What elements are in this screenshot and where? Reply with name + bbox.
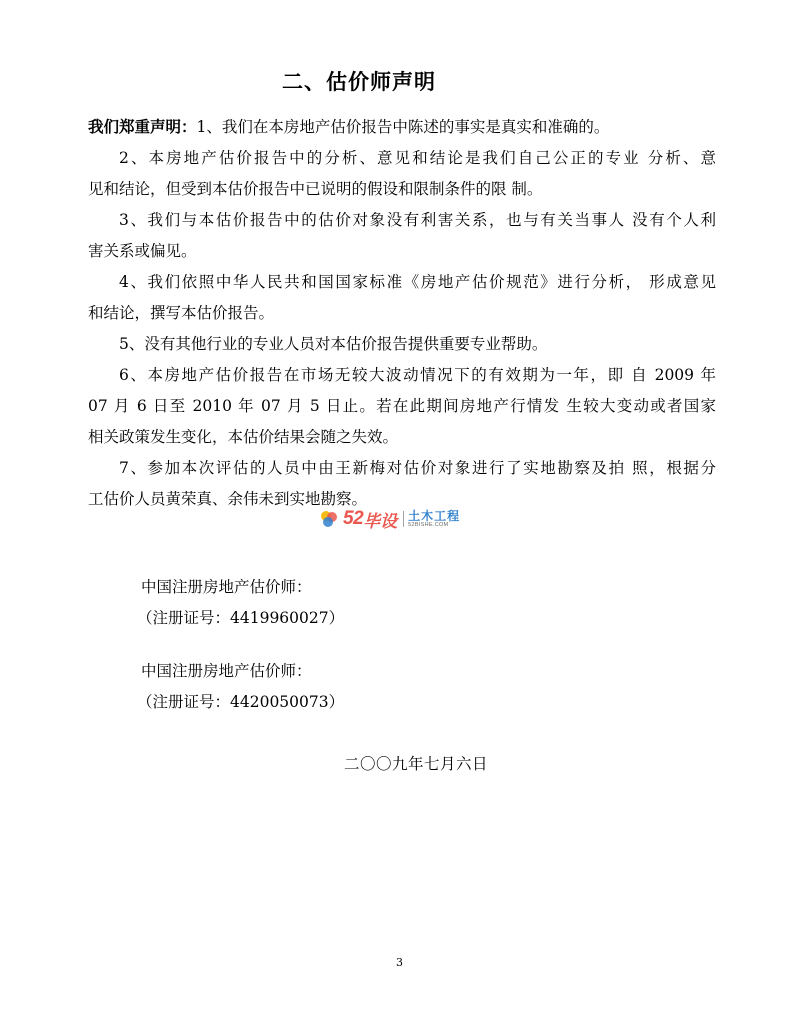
watermark-url: 52BISHE.COM [408, 521, 449, 528]
logo-icon [318, 508, 340, 530]
page-title: 二、估价师声明 [282, 69, 436, 94]
paragraph-5: 5、没有其他行业的专业人员对本估价报告提供重要专业帮助。 [119, 335, 548, 353]
watermark-brand: 毕设 [363, 511, 398, 532]
paragraph-6-line-3: 相关政策发生变化，本估价结果会随之失效。 [88, 428, 399, 446]
paragraph-6-line-1: 6、本房地产估价报告在市场无较大波动情况下的有效期为一年，即 自 2009 年 [119, 366, 716, 384]
paragraph-1: 1、我们在本房地产估价报告中陈述的事实是真实和准确的。 [196, 118, 610, 136]
page-number: 3 [396, 956, 403, 969]
signer-title: 中国注册房地产估价师： [141, 578, 312, 596]
paragraph-7-line-1: 7、参加本次评估的人员中由王新梅对估价对象进行了实地勘察及拍 照，根据分 [119, 459, 716, 477]
signer-title: 中国注册房地产估价师： [141, 662, 312, 680]
paragraph-4-line-1: 4、我们依照中华人民共和国国家标准《房地产估价规范》进行分析， 形成意见 [119, 273, 716, 291]
paragraph-6-line-2: 07 月 6 日至 2010 年 07 月 5 日止。若在此期间房地产行情发 生较大变动或者国家 [88, 397, 716, 415]
watermark-civil: 土木工程 [408, 508, 461, 523]
statement-intro-line [88, 111, 716, 143]
document-date: 二〇〇九年七月六日 [344, 755, 489, 773]
watermark-logo [318, 506, 460, 532]
paragraph-4-line-2: 和结论，撰写本估价报告。 [88, 304, 275, 322]
signer-block-2 [137, 656, 345, 718]
signer-block-1 [137, 572, 345, 634]
intro-lead: 我们郑重声明： [88, 117, 197, 136]
paragraph-3-line-1: 3、我们与本估价报告中的估价对象没有利害关系，也与有关当事人 没有个人利 [119, 211, 716, 229]
watermark-right [408, 510, 460, 529]
paragraph-3-line-2: 害关系或偏见。 [88, 242, 197, 260]
signers-section [137, 572, 345, 740]
watermark-number: 52 [343, 508, 364, 529]
paragraph-2-line-2: 见和结论，但受到本估价报告中已说明的假设和限制条件的限 制。 [88, 180, 543, 198]
watermark-divider [403, 511, 404, 527]
paragraph-2-line-1: 2、本房地产估价报告中的分析、意见和结论是我们自己公正的专业 分析、意 [119, 149, 716, 167]
signer-cert: （注册证号：4420050073） [137, 693, 345, 711]
signer-cert: （注册证号：4419960027） [137, 609, 345, 627]
statement-body [88, 111, 716, 515]
paragraph-7-line-2: 工估价人员黄荣真、余伟未到实地勘察。 [88, 490, 368, 508]
